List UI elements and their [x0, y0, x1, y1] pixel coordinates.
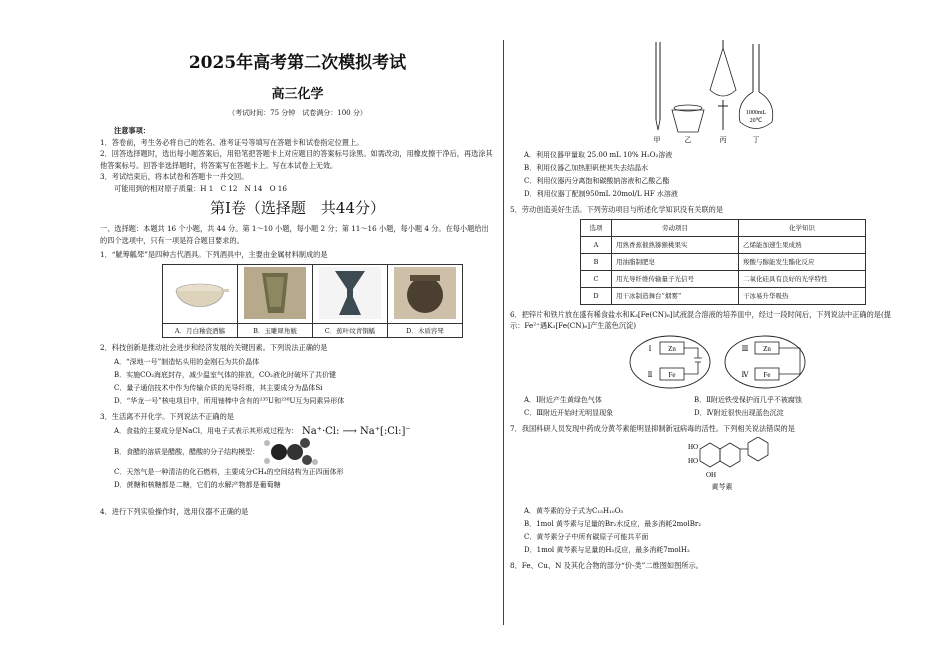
q3-option-d: D．蔗糖和核糖都是二糖，它们的水解产物都是葡萄糖 — [114, 481, 281, 489]
q4-option-d: D．利用仪器丁配制950mL 20mol/L HF 水溶液 — [524, 190, 678, 198]
question-8: 8．Fe、Cu、N 及其化合物的部分“价-类”二维图如图所示。 — [510, 561, 703, 570]
column-divider — [503, 40, 504, 625]
table-cell: 用油脂制肥皂 — [612, 254, 739, 271]
section-title: 第Ⅰ卷（选择题 共44分） — [209, 199, 385, 217]
atomic-mass: 可能用到的相对原子质量：H 1 C 12 N 14 O 16 — [114, 183, 287, 193]
electrode-label: Ⅲ — [741, 345, 749, 353]
table-cell: 用熟香蕉催熟猕猴桃果实 — [612, 237, 739, 254]
q6-option-b: B．Ⅱ附近铁受保护而几乎不被腐蚀 — [694, 396, 802, 404]
q7-option-b: B．1mol 黄芩素与足量的Br₂水反应，最多消耗2molBr₂ — [524, 520, 702, 528]
exam-subtitle: 高三化学 — [271, 87, 324, 102]
q2-option-d: D．“华龙一号”核电项目中，所用铀棒中含有的²³⁵U和²³⁸U互为同素异形体 — [114, 397, 345, 405]
apparatus-label-ding: 丁 — [752, 136, 760, 144]
q3-option-c: C．天然气是一种清洁的化石燃料，主要成分CH₄的空间结构为正四面体形 — [114, 468, 344, 476]
table-header: 劳动项目 — [612, 220, 739, 237]
q7-option-a: A．黄芩素的分子式为C₁₅H₁₀O₅ — [524, 507, 624, 515]
q3-option-b-row — [100, 438, 495, 466]
porcelain-cup-image — [169, 267, 231, 319]
table-cell: A — [581, 237, 612, 254]
compound-name: 黄芩素 — [711, 483, 733, 491]
hydroxyl-label: HO — [688, 443, 699, 451]
q3-option-a: A．食盐的主要成分是NaCl，用电子式表示其形成过程为： — [114, 427, 298, 435]
q4-option-b: B．利用仪器乙加热胆矾使其失去结晶水 — [524, 164, 649, 172]
table-cell: B — [581, 254, 612, 271]
note-item: 2．回答选择题时，选出每小题答案后，用铅笔把答题卡上对应题目的答案标号涂黑。如需改动，用橡皮擦干净后，再选涂其他答案标号。回答非选择题时，将答案写在答题卡上。写在本试卷上无效。 — [100, 149, 493, 170]
acetic-acid-model-icon — [259, 438, 319, 466]
q7-option-d: D．1mol 黄芩素与足量的H₂反应，最多消耗7molH₂ — [524, 546, 690, 554]
q2-option-b: B．实施CO₂海底封存，减少温室气体的排放，CO₂液化时破坏了共价键 — [114, 371, 336, 379]
q5-table — [580, 219, 866, 305]
q1-option-c: C．蕉叶纹青铜觚 — [313, 324, 388, 338]
question-5: 5．劳动创造美好生活。下列劳动项目与所述化学知识没有关联的是 — [510, 205, 724, 214]
q1-pic-c — [313, 265, 388, 324]
q4-option-a: A．利用仪器甲量取 25.00 mL 10% H₂O₂溶液 — [524, 151, 673, 159]
electrode-label: Ⅰ — [648, 345, 652, 353]
table-row — [581, 254, 866, 271]
q3-option-a-row — [100, 425, 495, 438]
table-cell: 用干冰制造舞台“烟雾” — [612, 288, 739, 305]
hydroxyl-label: OH — [706, 471, 717, 479]
table-row — [581, 237, 866, 254]
apparatus-label-yi: 乙 — [684, 136, 692, 144]
electron-formula: Na⁺·Cl: ⟶ Na⁺[:Cl:]⁻ — [301, 426, 411, 437]
q1-option-a: A．月白釉瓷酒觞 — [163, 324, 238, 338]
table-cell: 干冰易升华吸热 — [739, 288, 866, 305]
question-7: 7．我国科研人员发现中药成分黄芩素能明显抑制新冠病毒的活性。下列相关说法错误的是 — [510, 424, 795, 433]
q1-option-d: D．木质容斝 — [388, 324, 463, 338]
table-cell: 羧酸与醇能发生酯化反应 — [739, 254, 866, 271]
metal-label: Zn — [668, 345, 676, 353]
table-cell: 用光导纤维传输量子光信号 — [612, 271, 739, 288]
jade-horn-image — [244, 267, 306, 319]
q1-pic-d — [388, 265, 463, 324]
q6-option-d: D．Ⅳ附近很快出现蓝色沉淀 — [694, 409, 784, 417]
q1-pic-b — [238, 265, 313, 324]
exam-title: 2025年高考第二次模拟考试 — [188, 53, 407, 73]
metal-label: Fe — [668, 371, 676, 379]
notes-heading: 注意事项： — [114, 126, 150, 135]
apparatus-label-jia: 甲 — [653, 136, 661, 144]
table-cell: 二氧化硅具有良好的光学特性 — [739, 271, 866, 288]
wooden-jia-image — [394, 267, 456, 319]
table-cell: 乙烯能加速生果成熟 — [739, 237, 866, 254]
question-2: 2．科技创新是推动社会进步和经济发展的关键因素。下列说法正确的是 — [100, 343, 328, 352]
note-item: 1．答卷前，考生务必将自己的姓名、准考证号等填写在答题卡和试卷指定位置上。 — [100, 137, 364, 147]
q1-option-b: B．玉雕犀角觥 — [238, 324, 313, 338]
q6-option-a: A．Ⅰ附近产生黄绿色气体 — [524, 396, 602, 404]
q1-pic-a — [163, 265, 238, 324]
electrochem-figure — [510, 334, 905, 390]
metal-label: Zn — [763, 345, 771, 353]
electrode-label: Ⅱ — [647, 371, 653, 379]
electrode-label: Ⅳ — [741, 371, 749, 379]
q4-option-c: C．利用仪器丙分离饱和碳酸钠溶液和乙酸乙酯 — [524, 177, 670, 185]
flask-temp-label: 20℃ — [749, 118, 763, 124]
hydroxyl-label: HO — [688, 457, 699, 465]
left-column — [100, 40, 495, 520]
q2-option-c: C．量子通信技术中作为传输介质的光导纤维，其主要成分为晶体Si — [114, 384, 323, 392]
bronze-gu-image — [319, 267, 381, 319]
metal-label: Fe — [763, 371, 771, 379]
table-cell: D — [581, 288, 612, 305]
note-item: 3．考试结束后，将本试卷和答题卡一并交回。 — [100, 172, 249, 181]
table-header: 化学知识 — [739, 220, 866, 237]
q6-options-row-1 — [510, 394, 905, 407]
q6-option-c: C．Ⅲ附近开始时无明显现象 — [524, 409, 614, 417]
table-header-row — [581, 220, 866, 237]
baicalein-structure — [510, 437, 905, 501]
table-row — [581, 288, 866, 305]
question-6: 6．把锌片和铁片放在盛有稀食盐水和K₃[Fe(CN)₆]试液混合溶液的培养皿中，经过一段时间后，下列说法中正确的是(提示：Fe²⁺遇K₃[Fe(CN)₆]产生蓝色沉淀) — [510, 310, 891, 330]
apparatus-figure — [510, 40, 905, 145]
q3-option-b: B．食醋的溶质是醋酸，醋酸的分子结构模型： — [114, 447, 260, 456]
q6-options-row-2 — [510, 407, 905, 420]
table-cell: C — [581, 271, 612, 288]
table-header: 选项 — [581, 220, 612, 237]
q2-option-a: A．“深地一号”制造钻头用的金刚石为共价晶体 — [114, 358, 260, 366]
exam-info: （考试时间：75 分钟 试卷满分：100 分） — [228, 109, 367, 117]
apparatus-label-bing: 丙 — [719, 136, 727, 144]
flask-volume-label: 1000mL — [745, 110, 767, 116]
section-intro: 一、选择题：本题共 16 个小题，共 44 分。第 1～10 小题，每小题 2 分；第 11～16 小题，每小题 4 分。在每小题给出的四个选项中，只有一项是符合题目要求的。 — [100, 224, 489, 245]
table-row — [581, 271, 866, 288]
q7-option-c: C．黄芩素分子中所有碳原子可能共平面 — [524, 533, 649, 541]
question-4: 4．进行下列实验操作时，选用仪器不正确的是 — [100, 507, 249, 516]
right-column — [510, 40, 905, 574]
question-3: 3．生活离不开化学。下列说法不正确的是 — [100, 412, 234, 421]
question-1: 1．“觥筹觚斝”是四种古代酒具。下列酒具中，主要由金属材料制成的是 — [100, 250, 328, 259]
q1-image-table — [162, 264, 463, 338]
